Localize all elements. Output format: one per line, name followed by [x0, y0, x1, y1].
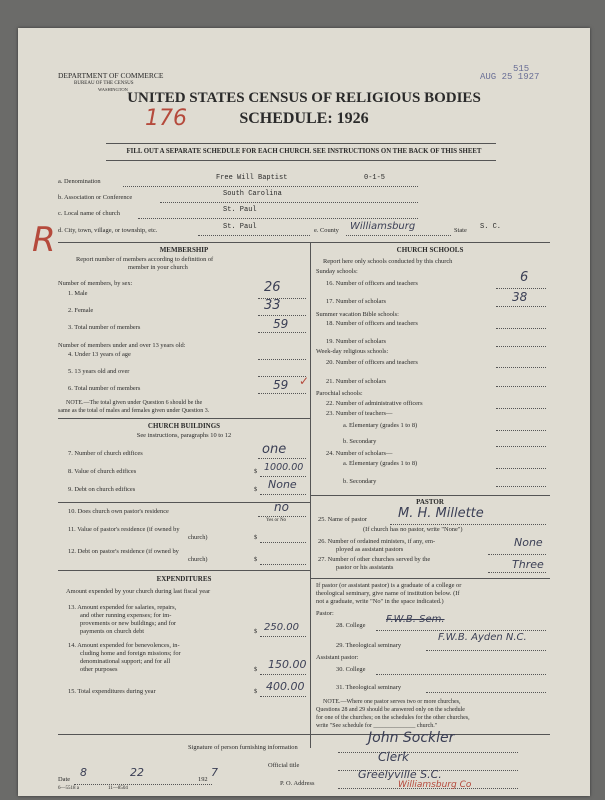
q19-label: 19. Number of scholars — [326, 338, 386, 345]
q27-label-2: pastor or his assistants — [336, 564, 394, 571]
q18-label: 18. Number of officers and teachers — [326, 320, 418, 327]
membership-intro: Report number of members according to definition of — [76, 256, 214, 263]
denomination-value: Free Will Baptist — [216, 174, 288, 182]
q22-label: 22. Number of administrative officers — [326, 400, 423, 407]
state-label: State — [454, 227, 467, 234]
q24b-label: b. Secondary — [343, 478, 377, 485]
college-label: 28. College — [336, 622, 366, 629]
expenditures-title: EXPENDITURES — [156, 575, 212, 583]
assistant-pastor-label: Assistant pastor: — [316, 654, 359, 661]
q14-line4: other purposes — [80, 666, 118, 673]
official-title-label: Official title — [268, 762, 300, 769]
dollar-sign: $ — [254, 534, 258, 541]
received-stamp: AUG 25 1927 — [480, 72, 540, 82]
seminary-label: 29. Theological seminary — [336, 642, 402, 649]
pastor-note: NOTE.—Where one pastor serves two or more churches, — [323, 699, 461, 705]
asst-seminary-label: 31. Theological seminary — [336, 684, 402, 691]
pastor-note-4: write "See schedule for ______________ church." — [316, 723, 438, 729]
pastor-name-value: M. H. Millette — [398, 506, 484, 521]
handwritten-number: 176 — [145, 106, 187, 131]
edifice-value-label: 8. Value of church edifices — [68, 468, 137, 475]
pastor-name-note: (If church has no pastor, write "None") — [363, 526, 463, 533]
q13-line2: and other running expenses; for im- — [80, 612, 172, 619]
po-address-value: Greelyville S.C. — [358, 768, 442, 781]
dollar-sign: $ — [254, 556, 258, 563]
male-value: 26 — [264, 280, 281, 295]
date-year-prefix: 192 — [198, 776, 208, 783]
residence-label: 10. Does church own pastor's residence — [68, 508, 169, 515]
q14-line3: denominational support; and for all — [80, 658, 171, 665]
form-number-2: 11—8504 — [108, 786, 128, 791]
q13-line1: 13. Amount expended for salaries, repairs, — [68, 604, 177, 611]
signature-value: John Sockler — [368, 730, 455, 746]
q14-line1: 14. Amount expended for benevolences, in- — [68, 642, 180, 649]
form-number: 6—5518 a — [58, 786, 79, 791]
date-month: 8 — [80, 766, 87, 779]
q24a-label: a. Elementary (grades 1 to 8) — [343, 460, 418, 467]
q23-label: 23. Number of teachers— — [326, 410, 393, 417]
state-value: S. C. — [480, 223, 502, 231]
q17-label: 17. Number of scholars — [326, 298, 386, 305]
pastor-note-3: for one of the churches; on the schedules for the other churches, — [316, 715, 470, 721]
residence-value: no — [274, 500, 289, 514]
graduate-instruction-2: theological seminary, give name of institution below. (If — [316, 590, 460, 597]
edifice-value-amount: 1000.00 — [264, 462, 304, 473]
residence-debt-label: 12. Debt on pastor's residence (if owned by — [68, 548, 179, 555]
yes-no-hint: Yes or No — [266, 518, 287, 523]
po-address-label: P. O. Address — [280, 780, 315, 787]
female-label: 2. Female — [68, 307, 94, 314]
total-members-6-label: 6. Total number of members — [68, 385, 141, 392]
college-value: F.W.B. Sem. — [386, 614, 445, 625]
total-expenditures-label: 15. Total expenditures during year — [68, 688, 156, 695]
q13-line3: provements or new buildings; and for — [80, 620, 177, 627]
buildings-sub: See instructions, paragraphs 10 to 12 — [136, 432, 232, 439]
date-year: 7 — [211, 766, 218, 779]
membership-note-2: same as the total of males and females given under Question 3. — [58, 408, 210, 414]
q14-amount: 150.00 — [268, 658, 307, 671]
pastor-title: PASTOR — [416, 498, 444, 506]
pastor-name-label: 25. Name of pastor — [318, 516, 367, 523]
handwritten-r: R — [32, 220, 56, 260]
q26-label: 26. Number of ordained ministers, if any, em- — [318, 538, 436, 545]
edifices-value: one — [262, 442, 287, 457]
pastor-sub-label: Pastor: — [316, 610, 334, 617]
membership-intro-2: member in your church — [128, 264, 188, 271]
q27-value: Three — [512, 558, 544, 571]
schools-intro: Report here only schools conducted by this church — [323, 258, 453, 265]
residence-value-label: 11. Value of pastor's residence (if owned by — [68, 526, 180, 533]
county-value: Williamsburg — [350, 221, 416, 232]
weekday-schools-label: Week-day religious schools: — [316, 348, 389, 355]
edifices-label: 7. Number of church edifices — [68, 450, 143, 457]
dollar-sign: $ — [254, 628, 258, 635]
dept-label: DEPARTMENT OF COMMERCE — [58, 71, 164, 80]
total-members-value: 59 — [273, 317, 289, 331]
residence-value-label-2: church) — [188, 534, 208, 541]
date-label: Date — [58, 776, 71, 783]
membership-note: NOTE.—The total given under Question 6 should be the — [66, 400, 203, 406]
dollar-sign: $ — [254, 688, 258, 695]
total-expenditures-value: 400.00 — [266, 680, 305, 693]
expenditures-sub: Amount expended by your church during last fiscal year — [66, 588, 211, 595]
female-value: 33 — [264, 298, 281, 313]
q26-label-2: ployed as assistant pastors — [336, 546, 404, 553]
parochial-schools-label: Parochial schools: — [316, 390, 363, 397]
local-name-label: c. Local name of church — [58, 210, 120, 217]
q26-value: None — [514, 536, 543, 549]
form-title: UNITED STATES CENSUS OF RELIGIOUS BODIES — [127, 90, 481, 106]
check-mark-icon: ✓ — [299, 374, 310, 388]
q17-value: 38 — [512, 290, 528, 304]
date-day: 22 — [130, 766, 144, 779]
edifice-debt-label: 9. Debt on church edifices — [68, 486, 136, 493]
by-sex-label: Number of members, by sex: — [58, 280, 133, 287]
total-members-label: 3. Total number of members — [68, 324, 141, 331]
denomination-label: a. Denomination — [58, 178, 101, 185]
over-13-label: 5. 13 years old and over — [68, 368, 130, 375]
dollar-sign: $ — [254, 486, 258, 493]
edifice-debt-value: None — [268, 478, 297, 491]
city-town-value: St. Paul — [223, 223, 257, 231]
schedule-title: SCHEDULE: 1926 — [239, 110, 369, 127]
q13-amount: 250.00 — [264, 622, 299, 633]
dollar-sign: $ — [254, 468, 258, 475]
q24-label: 24. Number of scholars— — [326, 450, 393, 457]
city-town-label: d. City, town, village, or township, etc. — [58, 227, 158, 234]
q14-line2: cluding home and foreign missions; for — [80, 650, 181, 657]
instruction-line: FILL OUT A SEPARATE SCHEDULE FOR EACH CHURCH. SEE INSTRUCTIONS ON THE BACK OF THIS SHEET — [126, 148, 482, 155]
graduate-instruction: If pastor (or assistant pastor) is a graduate of a college or — [316, 582, 462, 589]
dollar-sign: $ — [254, 666, 258, 673]
summer-schools-label: Summer vacation Bible schools: — [316, 311, 399, 318]
q16-value: 6 — [520, 270, 529, 285]
census-schedule-sheet — [18, 28, 590, 796]
q27-label: 27. Number of other churches served by the — [318, 556, 431, 563]
age-label: Number of members under and over 13 years old: — [58, 342, 186, 349]
residence-debt-label-2: church) — [188, 556, 208, 563]
buildings-title: CHURCH BUILDINGS — [147, 422, 221, 430]
asst-college-label: 30. College — [336, 666, 366, 673]
city-label: WASHINGTON — [98, 87, 128, 92]
sunday-schools-label: Sunday schools: — [316, 268, 358, 275]
q16-label: 16. Number of officers and teachers — [326, 280, 418, 287]
under-13-label: 4. Under 13 years of age — [68, 351, 131, 358]
membership-title: MEMBERSHIP — [159, 246, 209, 254]
association-value: South Carolina — [223, 190, 282, 198]
association-label: b. Association or Conference — [58, 194, 133, 201]
schools-title: CHURCH SCHOOLS — [396, 246, 464, 254]
county-label: e. County — [314, 227, 339, 234]
graduate-instruction-3: not a graduate, write "No" in the space indicated.) — [316, 598, 444, 605]
pastor-note-2: Questions 28 and 29 should be answered only on the schedule — [316, 707, 465, 713]
q23a-label: a. Elementary (grades 1 to 8) — [343, 422, 418, 429]
q13-line4: payments on church debt — [80, 628, 145, 635]
q23b-label: b. Secondary — [343, 438, 377, 445]
stamp-number: 515 — [513, 64, 530, 74]
signature-label: Signature of person furnishing information — [188, 744, 298, 751]
po-county-note: Williamsburg Co — [398, 780, 472, 790]
seminary-value: F.W.B. Ayden N.C. — [438, 632, 527, 643]
male-label: 1. Male — [68, 290, 88, 297]
total-members-6-value: 59 — [273, 378, 289, 392]
q21-label: 21. Number of scholars — [326, 378, 386, 385]
bureau-label: BUREAU OF THE CENSUS — [74, 81, 134, 86]
local-name-value: St. Paul — [223, 206, 257, 214]
official-title-value: Clerk — [378, 750, 409, 764]
q20-label: 20. Number of officers and teachers — [326, 359, 418, 366]
denomination-code: 0-1-5 — [364, 174, 386, 182]
